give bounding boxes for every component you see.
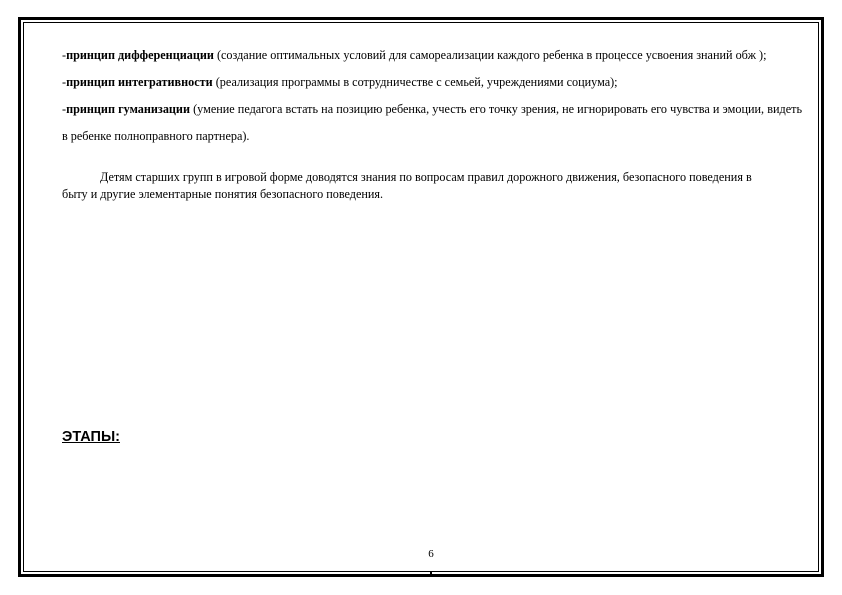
page-tick-mark [430, 571, 432, 575]
principle-description: (создание оптимальных условий для самореализации каждого ребенка в процессе усвоения знаний обж ); [213, 48, 767, 62]
principle-description: (реализация программы в сотрудничестве с семьей, учреждениями социума); [212, 75, 618, 89]
document-body [62, 42, 802, 203]
principle-name: принцип интегративности [66, 75, 213, 89]
list-dash: - [62, 75, 67, 89]
principle-name: принцип дифференциации [66, 48, 214, 62]
principle-differentiation [62, 42, 802, 69]
list-dash: - [62, 102, 67, 116]
list-dash: - [62, 48, 67, 62]
page-number: 6 [428, 548, 434, 560]
stages-heading: ЭТАПЫ: [62, 429, 120, 445]
principle-integrativity [62, 69, 802, 96]
principle-name: принцип гуманизации [66, 102, 190, 116]
principle-description: (умение педагога встать на позицию ребенка, учесть его точку зрения, не игнорировать его чувства и эмоции, видеть в ребенке полноправного партнера). [62, 102, 802, 143]
intro-paragraph: Детям старших групп в игровой форме доводятся знания по вопросам правил дорожного движения, безопасного поведения в быту и другие элементарные понятия безопасного поведения. [62, 170, 752, 201]
principle-humanization [62, 96, 802, 150]
